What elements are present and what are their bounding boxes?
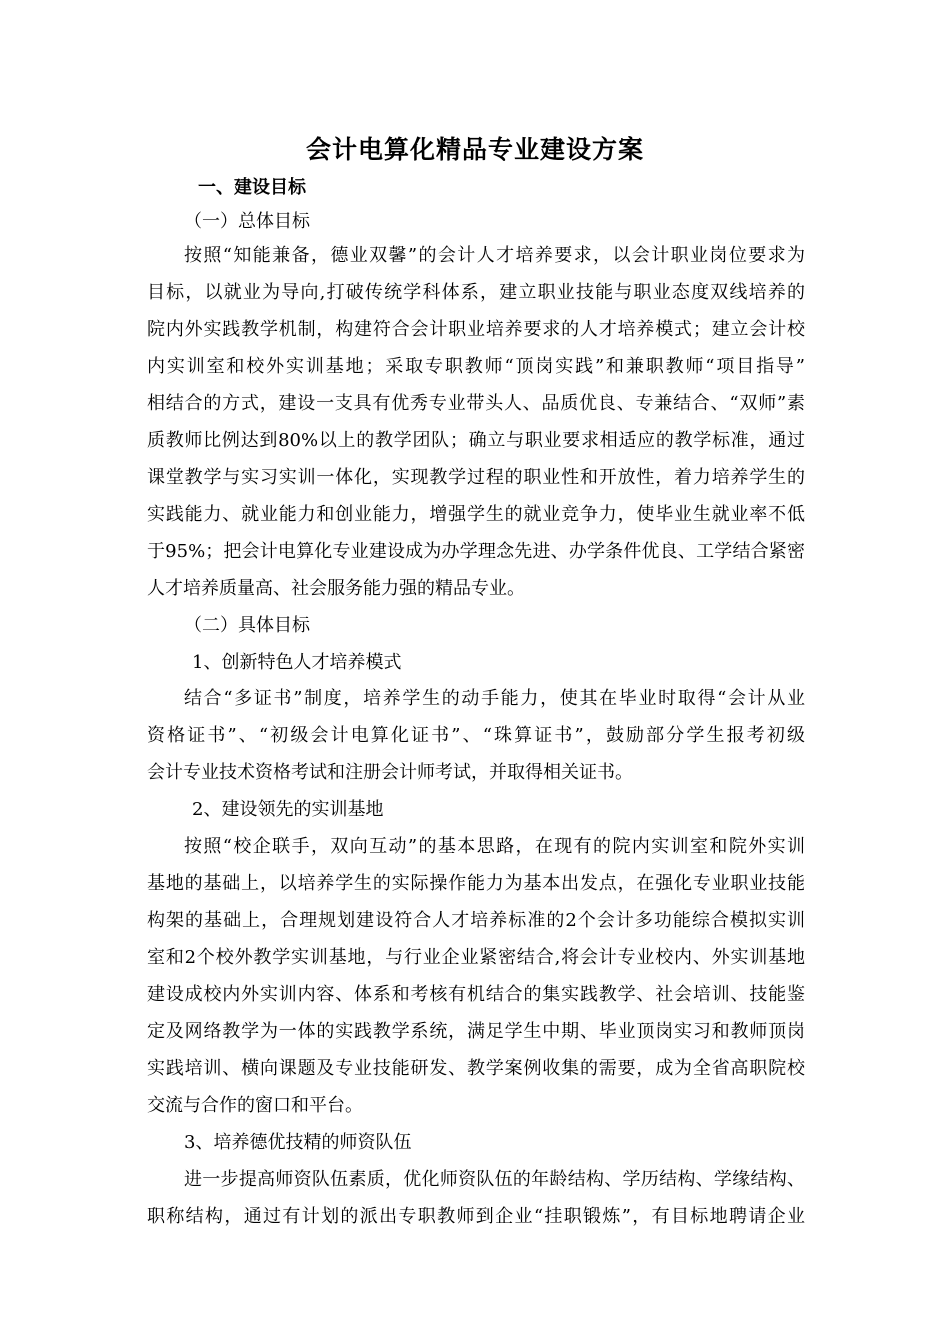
document-title: 会计电算化精品专业建设方案 [305,135,644,164]
item-heading-2: 2、建设领先的实训基地 [192,799,384,820]
item-heading-3: 3、培养德优技精的师资队伍 [184,1132,412,1153]
paragraph-line: 会计专业技术资格考试和注册会计师考试，并取得相关证书。 [147,762,633,783]
paragraph-line: 实践能力、就业能力和创业能力，增强学生的就业竞争力，使毕业生就业率不低 [147,504,805,525]
paragraph-line: 课堂教学与实习实训一体化，实现教学过程的职业性和开放性，着力培养学生的 [147,467,805,488]
paragraph-line: 质教师比例达到80%以上的教学团队；确立与职业要求相适应的教学标准，通过 [147,430,805,451]
paragraph-line: 实践培训、横向课题及专业技能研发、教学案例收集的需要，成为全省高职院校 [147,1058,805,1079]
subsection-heading-specific: （二）具体目标 [184,615,310,636]
paragraph-line: 基地的基础上，以培养学生的实际操作能力为基本出发点，在强化专业职业技能 [147,873,805,894]
paragraph-line: 于95%；把会计电算化专业建设成为办学理念先进、办学条件优良、工学结合紧密 [147,541,805,562]
paragraph-line: 资格证书”、“初级会计电算化证书”、“珠算证书”，鼓励部分学生报考初级 [147,725,805,746]
paragraph-line: 内实训室和校外实训基地；采取专职教师“顶岗实践”和兼职教师“项目指导” [147,356,805,377]
paragraph-line: 目标，以就业为导向,打破传统学科体系，建立职业技能与职业态度双线培养的 [147,282,805,303]
paragraph-line: 按照“知能兼备，德业双馨”的会计人才培养要求，以会计职业岗位要求为 [184,245,805,266]
paragraph-line: 结合“多证书”制度，培养学生的动手能力，使其在毕业时取得“会计从业 [184,688,805,709]
paragraph-line: 建设成校内外实训内容、体系和考核有机结合的集实践教学、社会培训、技能鉴 [147,984,805,1005]
paragraph-line: 相结合的方式，建设一支具有优秀专业带头人、品质优良、专兼结合、“双师”素 [147,393,805,414]
paragraph-line: 职称结构，通过有计划的派出专职教师到企业“挂职锻炼”，有目标地聘请企业 [147,1206,805,1227]
paragraph-line: 构架的基础上，合理规划建设符合人才培养标准的2个会计多功能综合模拟实训 [147,910,805,931]
paragraph-line: 交流与合作的窗口和平台。 [147,1095,363,1116]
paragraph-line: 按照“校企联手，双向互动”的基本思路，在现有的院内实训室和院外实训 [184,836,805,857]
paragraph-line: 人才培养质量高、社会服务能力强的精品专业。 [147,578,525,599]
paragraph-line: 定及网络教学为一体的实践教学系统，满足学生中期、毕业顶岗实习和教师顶岗 [147,1021,805,1042]
item-heading-1: 1、创新特色人才培养模式 [192,652,402,673]
paragraph-line: 院内外实践教学机制，构建符合会计职业培养要求的人才培养模式；建立会计校 [147,319,805,340]
subsection-heading-overall: （一）总体目标 [184,211,310,232]
paragraph-line: 进一步提高师资队伍素质，优化师资队伍的年龄结构、学历结构、学缘结构、 [184,1169,805,1190]
paragraph-line: 室和2个校外教学实训基地，与行业企业紧密结合,将会计专业校内、外实训基地 [147,947,805,968]
section-heading-goals: 一、建设目标 [198,177,306,198]
